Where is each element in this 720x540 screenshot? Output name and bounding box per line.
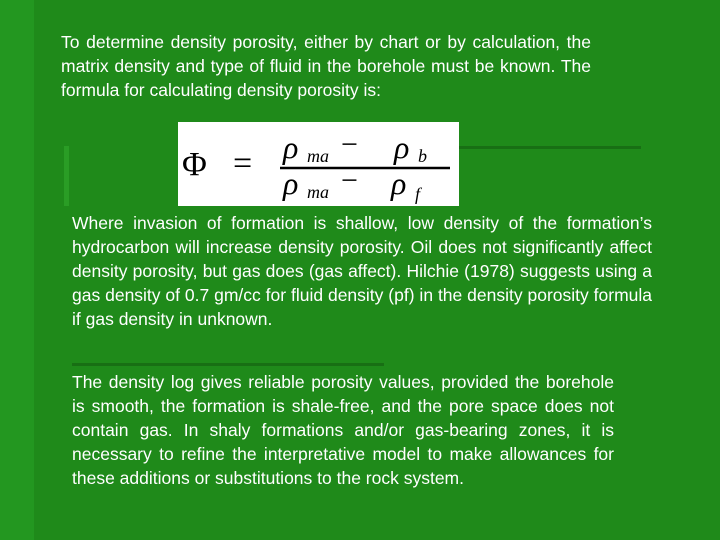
formula-equals: = — [233, 145, 253, 182]
formula-minus-num: − — [341, 128, 358, 161]
invasion-paragraph: Where invasion of formation is shallow, low density of the formation’s hydrocarbon will increase density porosity. Oil does not significantly affect density porosity, but gas does (gas affect). Hilchie (1978) suggests using a gas density of 0.7 gm/cc for fluid density (pf) in the density porosity formula if gas density in unknown. — [72, 213, 652, 329]
formula-sub-f: f — [415, 184, 421, 204]
formula-rho-ma-den: ρ — [283, 165, 299, 201]
formula-rho-f: ρ — [391, 165, 407, 201]
formula-sub-b: b — [418, 146, 427, 166]
formula-sub-ma-num: ma — [307, 146, 329, 166]
background-line-mid — [72, 363, 384, 366]
intro-paragraph: To determine density porosity, either by chart or by calculation, the matrix density and type of fluid in the borehole must be known. The formula for calculating density porosity is: — [61, 32, 591, 100]
density-porosity-formula — [178, 122, 459, 206]
density-log-paragraph: The density log gives reliable porosity values, provided the borehole is smooth, the formation is shale-free, and the pore space does not contain gas. In shaly formations and/or gas-bearing zones, it is necessary to refine the interpretative model to make allowances for these additions or substitutions to the rock system. — [72, 372, 614, 488]
formula-phi: Φ — [182, 146, 207, 183]
background-line-top — [459, 146, 641, 149]
formula-minus-den: − — [341, 164, 358, 197]
background-stripe-left — [0, 0, 34, 540]
formula-rho-ma-num: ρ — [283, 129, 299, 165]
background-bar-left — [64, 146, 69, 206]
formula-sub-ma-den: ma — [307, 182, 329, 202]
formula-rho-b: ρ — [394, 129, 410, 165]
